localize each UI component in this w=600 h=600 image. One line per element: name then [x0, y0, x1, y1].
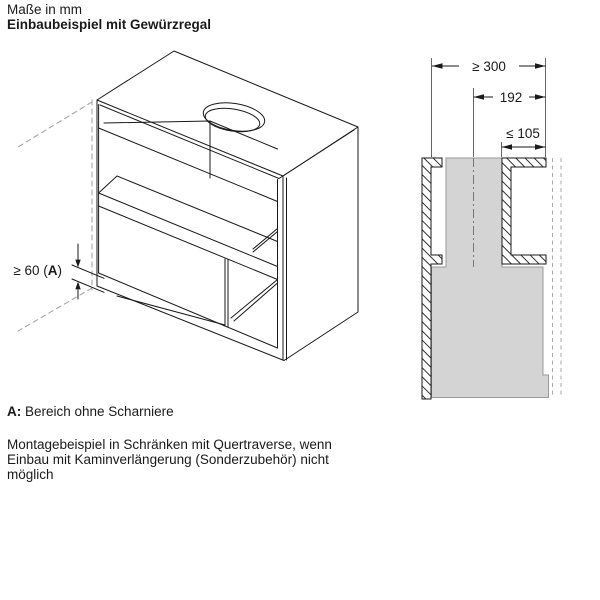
duct-hole: [201, 99, 266, 135]
spice-rack-shelf: [99, 176, 278, 280]
mounting-note: [7, 437, 427, 483]
legend-a-note: A: Bereich ohne Scharniere: [7, 404, 174, 419]
dimension-label-duct: 192: [493, 90, 529, 105]
interior-corner-lines: [117, 229, 278, 326]
cabinet-right-face: [284, 127, 358, 361]
duct-gray-body: [432, 158, 549, 398]
units-note: Maße in mm: [7, 2, 83, 17]
projection-dashed-lines: [18, 100, 92, 331]
middle-divider: [225, 259, 228, 327]
page-title: Einbaubeispiel mit Gewürzregal: [7, 17, 212, 32]
hatched-wall-right: [502, 158, 546, 264]
isometric-cabinet-drawing: [18, 51, 358, 361]
dimension-label-clearance-a: ≥ 60 (A): [13, 263, 62, 278]
cross-traverse: [99, 121, 278, 202]
mounting-note-line: Montagebeispiel in Schränken mit Quertraverse, wenn: [7, 437, 332, 452]
dimension-label-width-min: ≥ 300: [459, 59, 519, 74]
cross-section-drawing: [422, 58, 561, 399]
dashed-continuation-lines: [553, 158, 562, 398]
mounting-note-line: Einbau mit Kaminverlängerung (Sonderzubehör) nicht: [7, 452, 329, 468]
dimension-label-depth-max: ≤ 105: [506, 126, 540, 141]
mounting-note-line: möglich: [7, 467, 54, 483]
